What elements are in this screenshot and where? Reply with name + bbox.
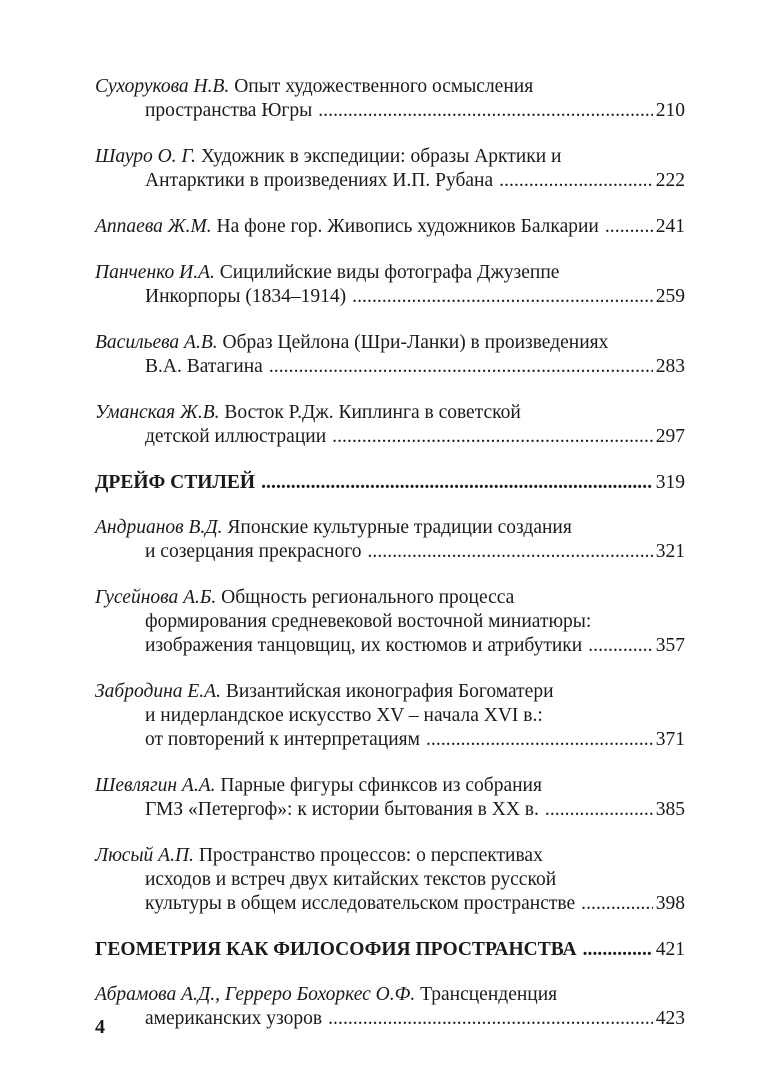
entry-title-line: и созерцания прекрасного: [145, 541, 362, 562]
toc-entry: [95, 401, 685, 449]
toc-page-number: 222: [655, 170, 685, 191]
entry-title-line: пространства Югры: [145, 100, 313, 121]
toc-line: [95, 425, 685, 449]
toc-entry: [95, 145, 685, 193]
toc-line: [95, 704, 685, 728]
toc-page-number: 321: [655, 541, 685, 562]
entry-title-line: Японские культурные традиции создания: [227, 517, 572, 538]
entry-title-line: На фоне гор. Живопись художников Балкарии: [216, 216, 599, 237]
entry-author: Забродина Е.А.: [95, 681, 221, 702]
toc-line: [95, 331, 685, 355]
toc-entry: [95, 774, 685, 822]
section-title: ДРЕЙФ СТИЛЕЙ: [95, 472, 256, 493]
toc-line: [95, 471, 685, 495]
toc-line: [95, 145, 685, 169]
toc-line: [95, 169, 685, 193]
toc-line: [95, 75, 685, 99]
entry-title-line: и нидерландское искусство XV – начала XVI в.:: [145, 705, 543, 726]
toc-line: [95, 1007, 685, 1031]
section-title: ГЕОМЕТРИЯ КАК ФИЛОСОФИЯ ПРОСТРАНСТВА: [95, 939, 577, 960]
dot-leader: [499, 169, 653, 193]
dot-leader: [545, 798, 653, 822]
toc-entry: [95, 261, 685, 309]
toc-entry: [95, 75, 685, 123]
dot-leader: [318, 99, 653, 123]
toc-entry: [95, 516, 685, 564]
entry-title-line: Пространство процессов: о перспективах: [198, 845, 543, 866]
toc-line: [95, 285, 685, 309]
toc-page-number: 319: [655, 472, 685, 493]
toc-page-number: 241: [655, 216, 685, 237]
dot-leader: [426, 728, 653, 752]
toc-line: [95, 774, 685, 798]
toc-entry: [95, 983, 685, 1031]
entry-author: Абрамова А.Д., Герреро Бохоркес О.Ф.: [95, 984, 416, 1005]
entry-author: Сухорукова Н.В.: [95, 76, 230, 97]
entry-title-line: Общность регионального процесса: [221, 587, 515, 608]
toc-page-number: 371: [655, 729, 685, 750]
dot-leader: [328, 1007, 653, 1031]
entry-title-line: культуры в общем исследовательском пространстве: [145, 893, 576, 914]
toc-line: [95, 983, 685, 1007]
toc-line: [95, 938, 685, 962]
entry-title-line: Трансценденция: [420, 984, 558, 1005]
entry-title-line: от повторений к интерпретациям: [145, 729, 420, 750]
dot-leader: [367, 540, 652, 564]
entry-title-line: Восток Р.Дж. Киплинга в советской: [224, 402, 521, 423]
toc-entry: [95, 680, 685, 752]
entry-title-line: Художник в экспедиции: образы Арктики и: [200, 146, 562, 167]
entry-author: Андрианов В.Д.: [95, 517, 223, 538]
toc-section-heading: [95, 938, 685, 962]
entry-title-line: ГМЗ «Петергоф»: к истории бытования в XX в.: [145, 799, 539, 820]
toc-page-number: 297: [655, 426, 685, 447]
toc-page-number: 283: [655, 356, 685, 377]
toc-line: [95, 261, 685, 285]
toc-entry: [95, 331, 685, 379]
toc-entry: [95, 844, 685, 916]
toc-line: [95, 540, 685, 564]
dot-leader: [605, 215, 653, 239]
entry-author: Панченко И.А.: [95, 262, 215, 283]
dot-leader: [583, 938, 653, 962]
entry-title-line: Образ Цейлона (Шри-Ланки) в произведениях: [222, 332, 609, 353]
toc-line: [95, 680, 685, 704]
table-of-contents: [95, 75, 685, 1053]
toc-line: [95, 728, 685, 752]
entry-title-line: Сицилийские виды фотографа Джузеппе: [219, 262, 560, 283]
toc-line: [95, 892, 685, 916]
entry-author: Васильева А.В.: [95, 332, 218, 353]
toc-line: [95, 401, 685, 425]
toc-section-heading: [95, 471, 685, 495]
entry-author: Уманская Ж.В.: [95, 402, 220, 423]
toc-page-number: 210: [655, 100, 685, 121]
toc-line: [95, 215, 685, 239]
toc-line: [95, 798, 685, 822]
toc-line: [95, 355, 685, 379]
entry-author: Люсый А.П.: [95, 845, 194, 866]
dot-leader: [352, 285, 653, 309]
dot-leader: [269, 355, 653, 379]
toc-line: [95, 844, 685, 868]
toc-line: [95, 99, 685, 123]
toc-line: [95, 586, 685, 610]
entry-title-line: В.А. Ватагина: [145, 356, 263, 377]
toc-page-number: 385: [655, 799, 685, 820]
entry-title-line: детской иллюстрации: [145, 426, 327, 447]
entry-title-line: формирования средневековой восточной миниатюры:: [145, 611, 592, 632]
toc-line: [95, 610, 685, 634]
dot-leader: [332, 425, 653, 449]
toc-page-number: 398: [655, 893, 685, 914]
dot-leader: [581, 892, 653, 916]
page-number-folio: 4: [95, 1016, 105, 1038]
entry-title-line: Инкорпоры (1834–1914): [145, 286, 347, 307]
toc-entry: [95, 586, 685, 658]
entry-title-line: Византийская иконография Богоматери: [225, 681, 554, 702]
toc-page-number: 421: [655, 939, 685, 960]
entry-author: Гусейнова А.Б.: [95, 587, 217, 608]
entry-title-line: Парные фигуры сфинксов из собрания: [220, 775, 542, 796]
entry-title-line: изображения танцовщиц, их костюмов и атрибутики: [145, 635, 583, 656]
toc-page-number: 259: [655, 286, 685, 307]
toc-line: [95, 516, 685, 540]
toc-line: [95, 868, 685, 892]
dot-leader: [261, 471, 653, 495]
entry-title-line: Антарктики в произведениях И.П. Рубана: [145, 170, 494, 191]
entry-title-line: Опыт художественного осмысления: [234, 76, 534, 97]
toc-page-number: 423: [655, 1008, 685, 1029]
toc-page-number: 357: [655, 635, 685, 656]
entry-author: Шевлягин А.А.: [95, 775, 216, 796]
entry-author: Шауро О. Г.: [95, 146, 196, 167]
dot-leader: [588, 634, 653, 658]
entry-author: Аппаева Ж.М.: [95, 216, 212, 237]
entry-title-line: американских узоров: [145, 1008, 323, 1029]
entry-title-line: исходов и встреч двух китайских текстов русской: [145, 869, 557, 890]
toc-line: [95, 634, 685, 658]
toc-entry: [95, 215, 685, 239]
